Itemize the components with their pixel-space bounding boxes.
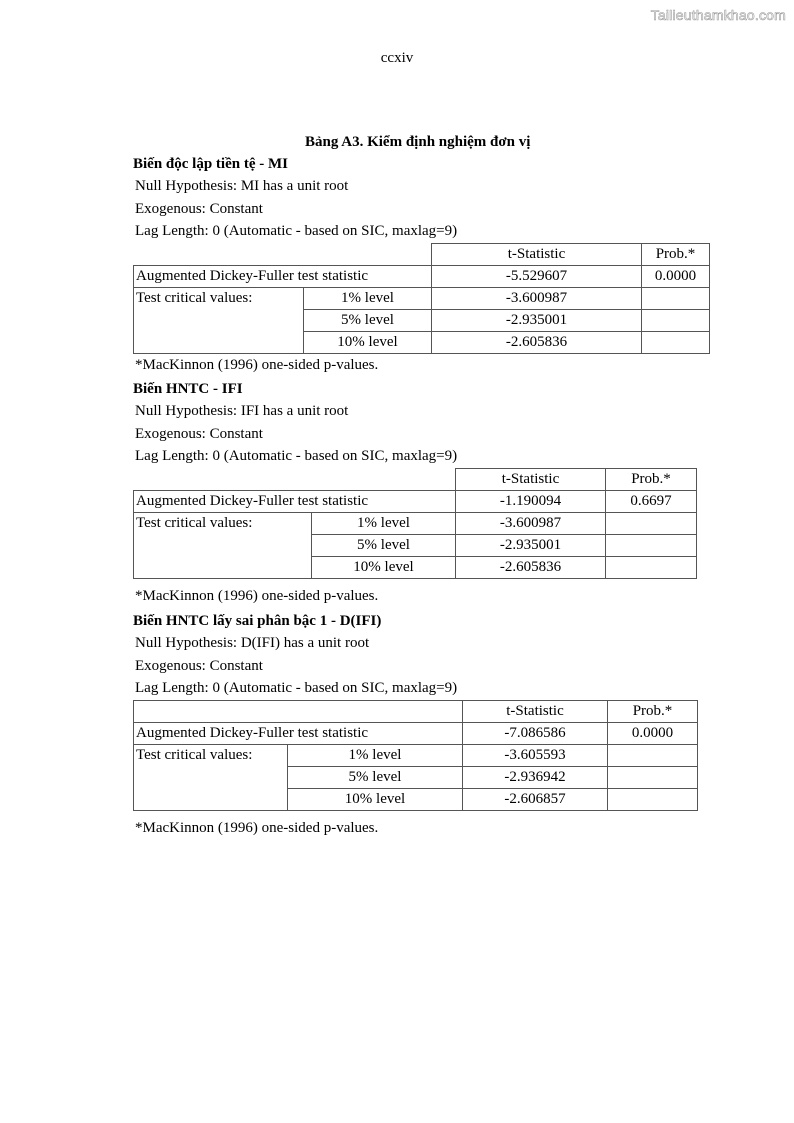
adf-t-value: -5.529607 [432,265,642,287]
header-t-statistic: t-Statistic [463,700,608,722]
variable-heading: Biến HNTC lấy sai phân bậc 1 - D(IFI) [133,613,382,629]
exogenous: Exogenous: Constant [135,200,263,217]
level-value: -2.936942 [463,766,608,788]
adf-label: Augmented Dickey-Fuller test statistic [134,722,463,744]
level-value: -3.600987 [456,512,606,534]
adf-prob-value: 0.0000 [608,722,698,744]
level-value: -3.600987 [432,287,642,309]
level-label: 1% level [288,744,463,766]
adf-prob-value: 0.6697 [606,490,697,512]
level-label: 10% level [304,331,432,353]
null-hypothesis: Null Hypothesis: D(IFI) has a unit root [135,635,370,651]
level-label: 1% level [312,512,456,534]
level-value: -2.935001 [432,309,642,331]
adf-t-value: -1.190094 [456,490,606,512]
lag-length: Lag Length: 0 (Automatic - based on SIC, maxlag=9) [135,448,458,464]
level-value: -3.605593 [463,744,608,766]
mackinnon-note: *MacKinnon (1996) one-sided p-values. [135,587,379,604]
lag-length: Lag Length: 0 (Automatic - based on SIC, maxlag=9) [135,680,458,696]
exogenous: Exogenous: Constant [135,657,263,674]
level-value: -2.605836 [432,331,642,353]
mackinnon-note: *MacKinnon (1996) one-sided p-values. [135,356,379,373]
level-label: 10% level [312,556,456,578]
level-label: 5% level [312,534,456,556]
watermark: Tailieuthamkhao.com [650,7,786,23]
adf-t-value: -7.086586 [463,722,608,744]
adf-table [133,243,710,354]
header-t-statistic: t-Statistic [456,468,606,490]
level-value: -2.606857 [463,788,608,810]
mackinnon-note: *MacKinnon (1996) one-sided p-values. [135,819,379,836]
header-prob: Prob.* [606,468,697,490]
exogenous: Exogenous: Constant [135,425,263,442]
table-title: Bảng A3. Kiểm định nghiệm đơn vị [305,134,531,150]
level-label: 5% level [304,309,432,331]
header-prob: Prob.* [608,700,698,722]
lag-length: Lag Length: 0 (Automatic - based on SIC, maxlag=9) [135,223,458,239]
null-hypothesis: Null Hypothesis: IFI has a unit root [135,403,349,419]
section-d-ifi [133,610,698,839]
page-number: ccxiv [380,50,414,66]
adf-table [133,468,697,579]
header-t-statistic: t-Statistic [432,243,642,265]
variable-heading: Biến HNTC - IFI [133,381,243,397]
level-value: -2.935001 [456,534,606,556]
adf-prob-value: 0.0000 [642,265,710,287]
section-ifi [133,378,697,607]
level-value: -2.605836 [456,556,606,578]
level-label: 1% level [304,287,432,309]
level-label: 10% level [288,788,463,810]
adf-label: Augmented Dickey-Fuller test statistic [134,265,432,287]
null-hypothesis: Null Hypothesis: MI has a unit root [135,178,349,194]
section-mi [133,153,710,376]
header-prob: Prob.* [642,243,710,265]
variable-heading: Biến độc lập tiền tệ - MI [133,156,288,172]
critical-values-label: Test critical values: [134,512,312,578]
level-label: 5% level [288,766,463,788]
adf-label: Augmented Dickey-Fuller test statistic [134,490,456,512]
critical-values-label: Test critical values: [134,744,288,810]
adf-table [133,700,698,811]
critical-values-label: Test critical values: [134,287,304,353]
